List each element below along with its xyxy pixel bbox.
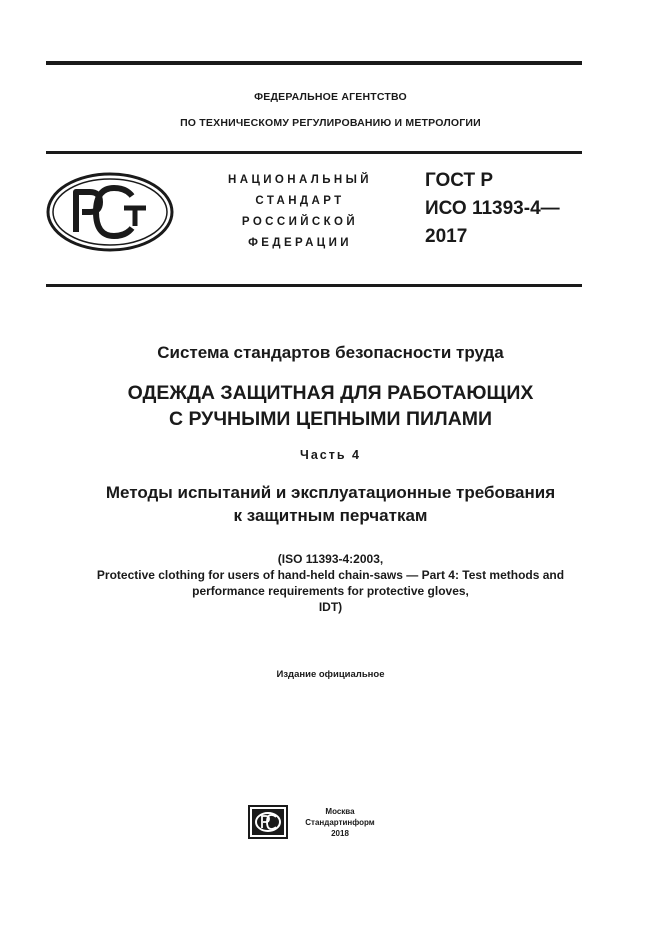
standartinform-logo [248, 805, 288, 839]
subtitle-line-1: Методы испытаний и эксплуатационные требования [105, 483, 556, 502]
main-title [0, 380, 661, 432]
system-title: Система стандартов безопасности труда [157, 343, 504, 362]
iso-reference-line-2: Protective clothing for users of hand-held chain-saws — Part 4: Test methods and [96, 568, 565, 582]
subtitle-line-2: к защитным перчаткам [233, 506, 428, 525]
header-rule [46, 151, 582, 154]
national-line-1: НАЦИОНАЛЬНЫЙ [228, 174, 372, 186]
agency-line-2: ПО ТЕХНИЧЕСКОМУ РЕГУЛИРОВАНИЮ И МЕТРОЛОГИИ [180, 117, 481, 129]
national-standard-label [190, 170, 410, 254]
iso-reference [0, 551, 661, 615]
publisher-info [300, 806, 380, 839]
part-label: Часть 4 [300, 448, 361, 462]
national-line-2: СТАНДАРТ [255, 195, 345, 207]
publisher-city: Москва [325, 807, 355, 816]
main-title-line-2: С РУЧНЫМИ ЦЕПНЫМИ ПИЛАМИ [168, 408, 493, 430]
agency-line-1: ФЕДЕРАЛЬНОЕ АГЕНТСТВО [254, 91, 407, 103]
standard-rule [46, 284, 582, 287]
iso-reference-line-4: IDT) [318, 600, 343, 614]
rst-gost-logo [46, 172, 174, 252]
standard-code-line-3: 2017 [425, 226, 468, 247]
iso-reference-line-1: (ISO 11393-4:2003, [277, 552, 384, 566]
iso-reference-line-3: performance requirements for protective gloves, [192, 584, 469, 598]
national-line-4: ФЕДЕРАЦИИ [248, 237, 352, 249]
subtitle [0, 481, 661, 527]
main-title-line-1: ОДЕЖДА ЗАЩИТНАЯ ДЛЯ РАБОТАЮЩИХ [127, 382, 534, 404]
standard-code-line-1: ГОСТ Р [425, 170, 494, 191]
publisher-year: 2018 [331, 829, 349, 838]
top-rule [46, 61, 582, 65]
standard-code [425, 167, 560, 251]
standard-code-line-2: ИСО 11393-4— [425, 198, 560, 219]
national-line-3: РОССИЙСКОЙ [241, 216, 359, 228]
publisher-name: Стандартинформ [305, 818, 375, 827]
edition-label: Издание официальное [276, 669, 385, 680]
